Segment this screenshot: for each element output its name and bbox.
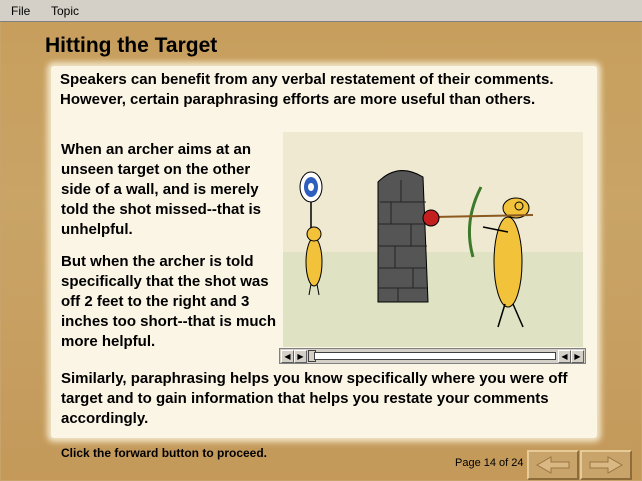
back-arrow-icon: [529, 452, 577, 478]
menu-file[interactable]: File: [11, 4, 31, 18]
page-indicator: Page 14 of 24: [455, 457, 524, 469]
speaker-icon[interactable]: ◀: [281, 350, 294, 363]
forward-arrow-icon: [582, 452, 630, 478]
archer-helpful-text: But when the archer is told specifically that the shot was off 2 feet to the right and 3 inches too short--that is much more helpful.: [61, 253, 277, 350]
back-button[interactable]: [527, 450, 579, 480]
menu-topic[interactable]: Topic: [51, 4, 80, 18]
page-title: Hitting the Target: [45, 34, 218, 57]
archer-unhelpful-text: When an archer aims at an unseen target on the other side of a wall, and is merely told the shot missed--that is unhelpful.: [61, 141, 262, 238]
step-forward-icon[interactable]: ▶: [571, 350, 584, 363]
step-back-icon[interactable]: ◀: [558, 350, 571, 363]
play-icon[interactable]: ▶: [294, 350, 307, 363]
intro-text: Speakers can benefit from any verbal restatement of their comments. However, certain paraphrasing efforts are more useful than others.: [60, 71, 554, 108]
seek-track[interactable]: [314, 352, 556, 360]
menu-bar: [0, 0, 642, 22]
archer-animation: [283, 132, 583, 347]
paraphrasing-summary-text: Similarly, paraphrasing helps you know specifically where you were off target and to gain information that helps you restate your comments accordingly.: [61, 370, 568, 427]
proceed-instruction: Click the forward button to proceed.: [61, 446, 268, 460]
media-player-bar: [279, 348, 586, 364]
forward-button[interactable]: [580, 450, 632, 480]
